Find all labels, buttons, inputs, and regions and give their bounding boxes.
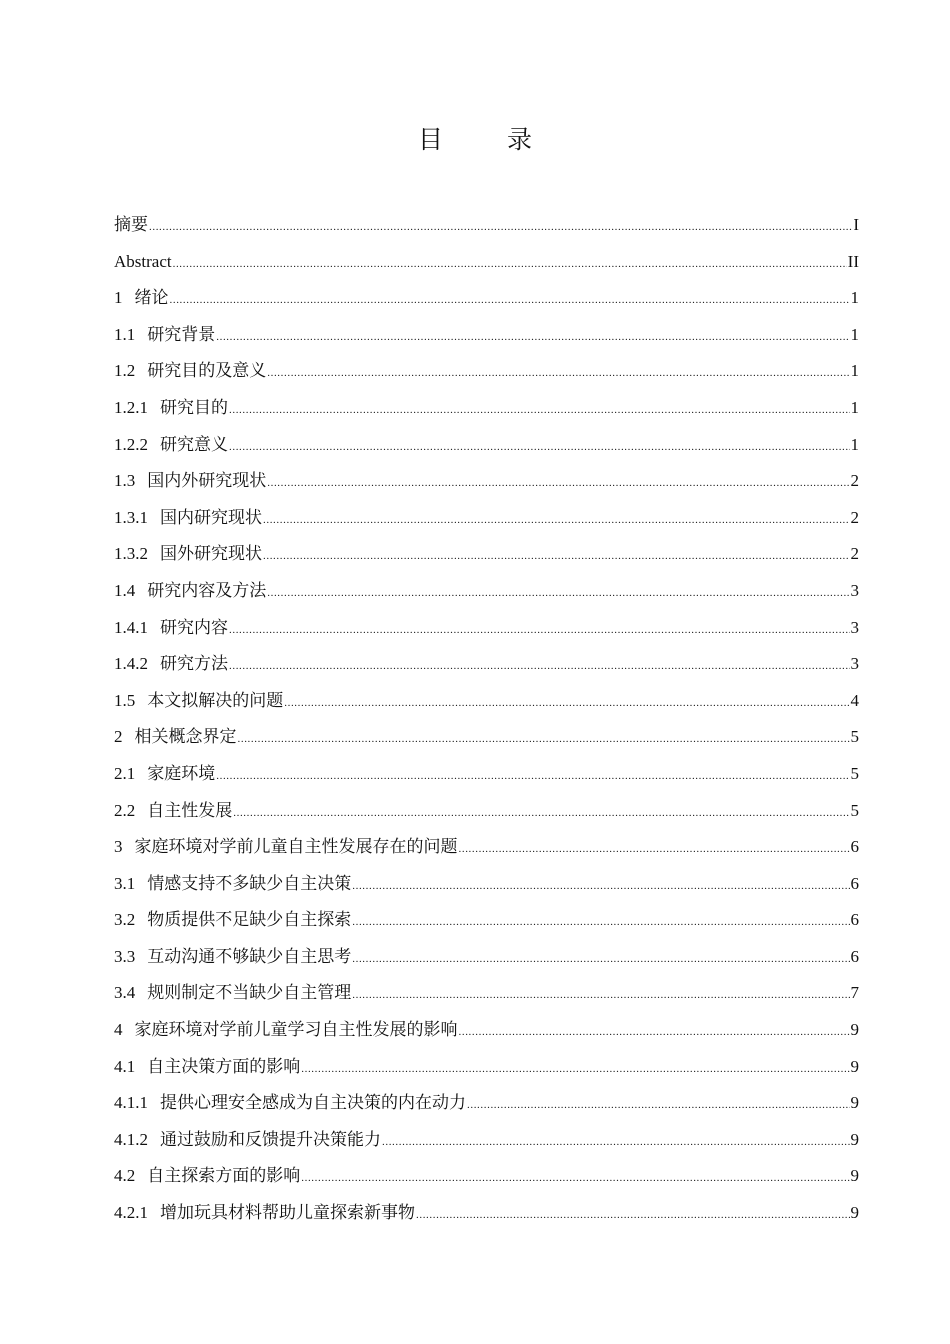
toc-entry[interactable] (114, 573, 859, 610)
toc-entry[interactable] (114, 427, 859, 464)
toc-dot-leader (229, 648, 850, 685)
toc-entry[interactable] (114, 902, 859, 939)
toc-entry-number: 2 (114, 727, 123, 747)
toc-entry[interactable] (114, 244, 859, 281)
toc-entry-page-number: II (847, 251, 859, 271)
toc-entry-title: 研究目的及意义 (147, 361, 267, 381)
toc-entry-page-number: 9 (850, 1056, 859, 1076)
toc-dot-leader (416, 1197, 850, 1234)
page-title: 目 录 (418, 125, 560, 154)
toc-entry-number: 1.4.1 (114, 617, 148, 637)
toc-entry-page-number: 3 (850, 654, 859, 674)
toc-dot-leader (263, 538, 850, 575)
toc-entry-title: 相关概念界定 (134, 727, 237, 747)
toc-entry-title: 规则制定不当缺少自主管理 (147, 983, 352, 1003)
toc-entry-title: Abstract (114, 251, 172, 271)
toc-dot-leader (467, 1087, 850, 1124)
toc-dot-leader (352, 868, 849, 905)
toc-entry-number: 4.1 (114, 1056, 136, 1076)
toc-entry[interactable] (114, 610, 859, 647)
toc-dot-leader (170, 282, 850, 319)
toc-entry-page-number: 1 (850, 361, 859, 381)
toc-entry-title: 自主性发展 (147, 800, 233, 820)
toc-entry[interactable] (114, 280, 859, 317)
toc-entry[interactable] (114, 829, 859, 866)
toc-entry-title: 国内外研究现状 (147, 471, 267, 491)
toc-entry-title: 研究意义 (160, 434, 228, 454)
toc-entry[interactable] (114, 500, 859, 537)
toc-entry[interactable] (114, 683, 859, 720)
toc-entry-title: 研究方法 (160, 654, 228, 674)
toc-entry-title: 研究背景 (147, 324, 216, 344)
toc-entry-title: 摘要 (114, 215, 148, 234)
toc-entry-page-number: 9 (850, 1203, 859, 1223)
toc-entry-title: 绪论 (134, 288, 169, 308)
toc-entry-page-number: 2 (850, 544, 859, 564)
toc-entry-title: 国外研究现状 (160, 544, 262, 564)
toc-entry-number: 4.1.1 (114, 1093, 148, 1113)
toc-entry[interactable] (114, 536, 859, 573)
toc-entry-number: 4.1.2 (114, 1129, 148, 1149)
toc-dot-leader (216, 758, 849, 795)
toc-entry-page-number: 9 (850, 1129, 859, 1149)
toc-dot-leader (216, 319, 849, 356)
toc-entry-number: 1.5 (114, 690, 136, 710)
toc-entry-number: 3.3 (114, 946, 136, 966)
toc-dot-leader (149, 209, 852, 246)
toc-entry-number: 1.2 (114, 361, 136, 381)
toc-entry-title: 增加玩具材料帮助儿童探索新事物 (160, 1203, 415, 1223)
toc-dot-leader (229, 612, 850, 649)
toc-entry-title: 家庭环境对学前儿童学习自主性发展的影响 (134, 1020, 458, 1040)
toc-entry[interactable] (114, 463, 859, 500)
toc-dot-leader (229, 392, 850, 429)
toc-entry-page-number: 1 (850, 324, 859, 344)
toc-entry[interactable] (114, 939, 859, 976)
toc-dot-leader (459, 831, 850, 868)
toc-entry[interactable] (114, 646, 859, 683)
toc-dot-leader (267, 575, 849, 612)
toc-entry-page-number: 1 (850, 288, 859, 308)
toc-dot-leader (263, 502, 850, 539)
toc-dot-leader (267, 355, 849, 392)
toc-entry-number: 1.4 (114, 580, 136, 600)
toc-entry[interactable] (114, 1122, 859, 1159)
toc-entry[interactable] (114, 719, 859, 756)
toc-entry-title: 互动沟通不够缺少自主思考 (147, 946, 352, 966)
toc-entry[interactable] (114, 975, 859, 1012)
toc-entry[interactable] (114, 1012, 859, 1049)
toc-entry-number: 1.4.2 (114, 654, 148, 674)
toc-dot-leader (382, 1124, 850, 1161)
toc-entry-number: 3 (114, 837, 123, 857)
toc-dot-leader (301, 1160, 849, 1197)
toc-entry-number: 3.1 (114, 873, 136, 893)
toc-entry[interactable] (114, 1195, 859, 1232)
toc-dot-leader (352, 904, 849, 941)
toc-dot-leader (459, 1014, 850, 1051)
toc-entry[interactable] (114, 866, 859, 903)
toc-entry-page-number: 4 (850, 690, 859, 710)
toc-entry-title: 自主决策方面的影响 (147, 1056, 301, 1076)
toc-entry-title: 研究目的 (160, 397, 228, 417)
toc-entry-title: 研究内容及方法 (147, 580, 267, 600)
toc-entry-number: 1 (114, 288, 123, 308)
toc-entry-title: 国内研究现状 (160, 507, 262, 527)
toc-entry-title: 自主探索方面的影响 (147, 1166, 301, 1186)
toc-entry-page-number: 1 (850, 434, 859, 454)
toc-dot-leader (229, 429, 850, 466)
toc-dot-leader (238, 721, 850, 758)
toc-entry-page-number: 3 (850, 617, 859, 637)
toc-entry-number: 4.2 (114, 1166, 136, 1186)
toc-entry-page-number: 5 (850, 800, 859, 820)
toc-entry-title: 研究内容 (160, 617, 228, 637)
toc-dot-leader (352, 977, 849, 1014)
toc-entry-number: 1.3.1 (114, 507, 148, 527)
toc-entry-page-number: 2 (850, 471, 859, 491)
toc-entry-title: 通过鼓励和反馈提升决策能力 (160, 1129, 381, 1149)
toc-entry-number: 4 (114, 1020, 123, 1040)
toc-entry-title: 情感支持不多缺少自主决策 (147, 873, 352, 893)
toc-entry-number: 4.2.1 (114, 1203, 148, 1223)
toc-entry[interactable] (114, 1049, 859, 1086)
toc-entry-page-number: 7 (850, 983, 859, 1003)
toc-entry-title: 家庭环境对学前儿童自主性发展存在的问题 (134, 837, 458, 857)
toc-entry-number: 2.2 (114, 800, 136, 820)
toc-dot-leader (284, 685, 849, 722)
toc-entry-number: 2.1 (114, 763, 136, 783)
toc-entry-page-number: 9 (850, 1166, 859, 1186)
toc-entry[interactable] (114, 353, 859, 390)
toc-entry-page-number: 6 (850, 946, 859, 966)
toc-entry[interactable] (114, 1085, 859, 1122)
toc-entry-number: 3.4 (114, 983, 136, 1003)
toc-entry-number: 1.3 (114, 471, 136, 491)
toc-dot-leader (173, 246, 847, 283)
toc-entry-page-number: 5 (850, 727, 859, 747)
toc-entry-page-number: 6 (850, 837, 859, 857)
toc-entry[interactable] (114, 756, 859, 793)
toc-entry-page-number: 3 (850, 580, 859, 600)
toc-entry-page-number: 5 (850, 763, 859, 783)
toc-entry[interactable] (114, 207, 859, 244)
toc-entry[interactable] (114, 1158, 859, 1195)
table-of-contents (114, 207, 859, 1232)
toc-entry-page-number: I (853, 215, 859, 234)
toc-entry-title: 物质提供不足缺少自主探索 (147, 910, 352, 930)
toc-entry-page-number: 6 (850, 873, 859, 893)
toc-entry[interactable] (114, 390, 859, 427)
toc-entry-title: 本文拟解决的问题 (147, 690, 284, 710)
toc-entry-title: 提供心理安全感成为自主决策的内在动力 (160, 1093, 466, 1113)
toc-entry-number: 1.3.2 (114, 544, 148, 564)
toc-entry-number: 1.2.1 (114, 397, 148, 417)
toc-entry-page-number: 9 (850, 1093, 859, 1113)
toc-dot-leader (267, 465, 849, 502)
toc-entry[interactable] (114, 317, 859, 354)
toc-entry-number: 1.1 (114, 324, 136, 344)
toc-dot-leader (233, 795, 849, 832)
toc-entry-page-number: 1 (850, 397, 859, 417)
toc-dot-leader (352, 941, 849, 978)
toc-entry-number: 3.2 (114, 910, 136, 930)
toc-entry[interactable] (114, 793, 859, 830)
toc-entry-title: 家庭环境 (147, 763, 216, 783)
toc-entry-page-number: 9 (850, 1020, 859, 1040)
toc-dot-leader (301, 1051, 849, 1088)
toc-entry-page-number: 2 (850, 507, 859, 527)
toc-entry-page-number: 6 (850, 910, 859, 930)
toc-entry-number: 1.2.2 (114, 434, 148, 454)
